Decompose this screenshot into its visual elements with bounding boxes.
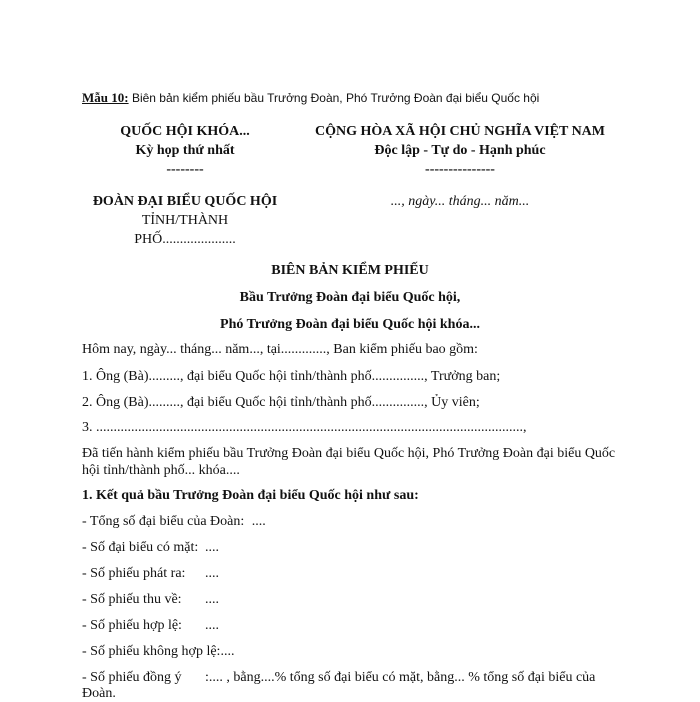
date-line: ..., ngày... tháng... năm... bbox=[390, 194, 530, 209]
result-label: - Số đại biểu có mặt: bbox=[82, 540, 199, 555]
member-2: 2. Ông (Bà)........., đại biểu Quốc hội tỉnh/thành phố..............., Ủy viên; bbox=[82, 395, 480, 410]
document-subtitle-2: Phó Trưởng Đoàn đại biểu Quốc hội khóa... bbox=[220, 317, 480, 332]
result-value: .... bbox=[251, 514, 266, 529]
country-name: CỘNG HÒA XÃ HỘI CHỦ NGHĨA VIỆT NAM bbox=[314, 124, 605, 139]
result-value: .... bbox=[205, 566, 219, 581]
result-label: - Số phiếu phát ra: bbox=[82, 566, 186, 581]
result-invalid bbox=[82, 644, 234, 660]
result-agree bbox=[82, 670, 595, 686]
form-label bbox=[82, 90, 539, 106]
spacer bbox=[300, 179, 620, 192]
form-title: Biên bản kiểm phiếu bầu Trưởng Đoàn, Phó Trưởng Đoàn đại biểu Quốc hội bbox=[131, 91, 540, 105]
result-label: - Số phiếu hợp lệ: bbox=[82, 618, 182, 633]
result-valid bbox=[82, 618, 219, 634]
document-subtitle-1: Bầu Trưởng Đoàn đại biểu Quốc hội, bbox=[239, 290, 461, 305]
result-label: - Số phiếu thu về: bbox=[82, 592, 182, 607]
spacer bbox=[90, 179, 280, 192]
result-value: .... bbox=[205, 540, 219, 555]
motto: Độc lập - Tự do - Hạnh phúc bbox=[374, 143, 546, 158]
assembly-term: QUỐC HỘI KHÓA... bbox=[120, 124, 250, 139]
result-label: - Tổng số đại biểu của Đoàn: bbox=[82, 514, 245, 529]
header-left bbox=[90, 122, 280, 247]
agree-continuation: Đoàn. bbox=[82, 686, 116, 701]
member-3: 3. .........................................................................................................................., bbox=[82, 420, 527, 435]
result-label: - Số phiếu không hợp lệ: bbox=[82, 644, 221, 659]
result-collected bbox=[82, 592, 219, 608]
header-right-divider: --------------- bbox=[425, 162, 495, 177]
form-id: Mẫu 10: bbox=[82, 90, 129, 105]
conducted-paragraph: Đã tiến hành kiểm phiếu bầu Trưởng Đoàn đại biểu Quốc hội, Phó Trưởng Đoàn đại biểu Quốc hội tỉnh/thành phố... khóa.... bbox=[82, 446, 616, 478]
result-present bbox=[82, 540, 219, 556]
agree-label: - Số phiếu đồng ý bbox=[82, 670, 182, 685]
province-line: TỈNH/THÀNH PHỐ..................... bbox=[134, 213, 236, 247]
section-1-heading: 1. Kết quả bầu Trưởng Đoàn đại biểu Quốc hội như sau: bbox=[82, 488, 419, 503]
result-total-delegates bbox=[82, 514, 266, 530]
member-1: 1. Ông (Bà)........., đại biểu Quốc hội tỉnh/thành phố..............., Trưởng ban; bbox=[82, 369, 501, 384]
delegation-name: ĐOÀN ĐẠI BIỂU QUỐC HỘI bbox=[92, 194, 278, 209]
result-value: .... bbox=[220, 644, 235, 659]
session: Kỳ họp thứ nhất bbox=[135, 143, 235, 158]
result-value: .... bbox=[205, 592, 219, 607]
agree-value: :.... , bằng....% tổng số đại biểu có mặt, bằng... % tổng số đại biểu của bbox=[205, 670, 596, 685]
header-left-divider: -------- bbox=[166, 162, 204, 177]
result-issued bbox=[82, 566, 219, 582]
header-right bbox=[300, 122, 620, 211]
intro-line: Hôm nay, ngày... tháng... năm..., tại............., Ban kiểm phiếu bao gồm: bbox=[82, 342, 478, 357]
document-title: BIÊN BẢN KIỂM PHIẾU bbox=[271, 263, 429, 278]
result-value: .... bbox=[205, 618, 219, 633]
